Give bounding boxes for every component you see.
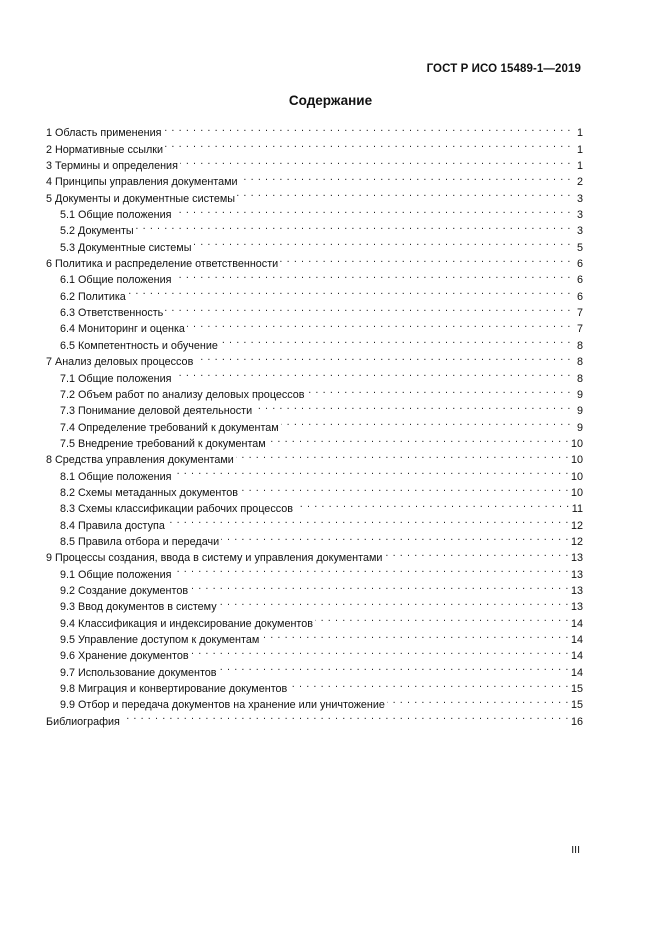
toc-entry-page: 6 [576,274,583,287]
toc-entry-label: Библиография [46,715,120,728]
toc-entry-label: 7.5 Внедрение требований к документам [60,437,266,450]
toc-leader-dots [136,218,571,234]
toc-entry-label: 8.2 Схемы метаданных документов [60,486,238,499]
toc-leader-dots [164,120,572,136]
toc-entry-label: 9 Процессы создания, ввода в систему и управления документами [46,552,383,565]
toc-entry-label: 8.4 Правила доступа [60,519,165,532]
toc-entry-label: 9.2 Создание документов [60,584,189,597]
toc-leader-dots [187,316,571,332]
toc-entry-label: 9.1 Общие положения [60,568,172,581]
toc-entry-label: 8.5 Правила отбора и передачи [60,535,220,548]
toc-leader-dots [174,202,572,218]
toc-entry-label: 6.5 Компетентность и обучение [60,339,218,352]
toc-entry-page: 9 [576,388,583,401]
toc-entry-page: 1 [576,143,583,156]
toc-leader-dots [295,496,570,512]
toc-entry-page: 11 [571,503,583,516]
toc-entry-label: 7.3 Понимание деловой деятельности [60,405,253,418]
toc-leader-dots [219,594,569,610]
toc-leader-dots [190,578,569,594]
toc-entry-page: 8 [576,372,583,385]
toc-leader-dots [387,692,569,708]
toc-entry-label: 3 Термины и определения [46,160,178,173]
toc-entry-page: 1 [576,160,583,173]
toc-entry-page: 15 [570,699,583,712]
toc-entry-page: 9 [576,405,583,418]
toc-leader-dots [180,153,571,169]
toc-leader-dots [165,136,571,152]
toc-leader-dots [167,512,569,528]
toc-entry-label: 7 Анализ деловых процессов [46,356,194,369]
toc-entry-page: 3 [576,192,583,205]
toc-entry-label: 9.7 Использование документов [60,666,217,679]
toc-entry-label: 7.1 Общие положения [60,372,172,385]
toc-leader-dots [221,529,569,545]
toc-leader-dots [280,251,571,267]
toc-leader-dots [174,267,572,283]
toc-entry-label: 8.1 Общие положения [60,470,172,483]
toc-leader-dots [236,447,569,463]
toc-entry-page: 14 [570,666,583,679]
toc-entry-page: 14 [570,617,583,630]
toc-leader-dots [128,283,571,299]
toc-entry-page: 3 [576,225,583,238]
toc-entry-page: 12 [570,535,583,548]
toc-entry-page: 2 [576,176,583,189]
toc-entry-page: 6 [576,290,583,303]
toc-entry-page: 14 [570,650,583,663]
toc-entry-page: 15 [570,683,583,696]
toc-entry-page: 16 [570,715,583,728]
toc-leader-dots [174,365,572,381]
toc-entry-label: 5.3 Документные системы [60,241,192,254]
toc-entry-label: 6.3 Ответственность [60,307,164,320]
toc-entry-page: 1 [576,127,583,140]
document-code: ГОСТ Р ИСО 15489-1—2019 [426,63,581,75]
toc-entry-page: 13 [570,584,583,597]
toc-entry-label: 8 Средства управления документами [46,454,234,467]
toc-leader-dots [307,382,571,398]
toc-entry-label: 9.5 Управление доступом к документам [60,634,260,646]
toc-entry-label: 9.4 Классификация и индексирование документов [60,617,313,630]
toc-entry-page: 3 [576,209,583,222]
toc-entry-page: 12 [570,519,583,532]
toc-entry-page: 6 [576,258,583,271]
toc-entry-page: 8 [576,356,583,369]
toc-leader-dots [384,545,569,561]
toc-entry-page: 9 [576,421,583,434]
toc-leader-dots [315,610,569,626]
toc-entry-page: 13 [570,601,583,614]
toc-leader-dots [254,398,571,414]
toc-entry-page: 13 [570,552,583,565]
toc-entry-page: 14 [570,634,583,646]
toc-entry-page: 13 [570,568,583,581]
toc-entry-label: 6.1 Общие положения [60,274,172,287]
toc-leader-dots [174,561,569,577]
toc-entry-page: 7 [576,307,583,320]
toc-leader-dots [174,463,569,479]
toc-entry-label: 1 Область применения [46,127,162,140]
toc-entry-label: 6 Политика и распределение ответственности [46,258,279,271]
page-number: III [571,844,580,856]
toc-entry[interactable] [46,120,583,140]
toc-entry-label: 5 Документы и документные системы [46,192,236,205]
toc-entry-label: 4 Принципы управления документами [46,176,238,189]
toc-leader-dots [240,169,571,185]
table-of-contents [46,120,583,728]
toc-entry-page: 10 [570,470,583,483]
toc-entry[interactable] [46,708,583,728]
page-title: Содержание [288,93,373,108]
toc-entry-page: 8 [576,339,583,352]
toc-entry[interactable] [46,300,583,320]
toc-entry-page: 10 [570,454,583,467]
toc-entry-label: 6.4 Мониторинг и оценка [60,323,185,336]
toc-leader-dots [195,349,571,365]
toc-leader-dots [289,676,569,692]
toc-entry-label: 7.4 Определение требований к документам [60,421,279,434]
toc-leader-dots [261,627,569,643]
toc-leader-dots [122,708,569,724]
toc-leader-dots [193,234,571,250]
toc-entry-page: 10 [570,486,583,499]
toc-entry-label: 9.9 Отбор и передача документов на хранение или уничтожение [60,699,385,712]
toc-entry-label: 8.3 Схемы классификации рабочих процессов [60,503,293,516]
toc-entry-label: 9.3 Ввод документов в систему [60,601,217,614]
toc-leader-dots [165,300,571,316]
toc-leader-dots [191,643,569,659]
toc-leader-dots [268,431,569,447]
toc-entry-page: 7 [576,323,583,336]
toc-entry-label: 7.2 Объем работ по анализу деловых процессов [60,388,305,401]
toc-leader-dots [237,185,571,201]
toc-leader-dots [281,414,571,430]
toc-entry-label: 2 Нормативные ссылки [46,143,164,156]
toc-entry-page: 5 [576,241,583,254]
toc-entry-label: 6.2 Политика [60,290,126,303]
toc-entry-label: 5.2 Документы [60,225,134,238]
toc-entry-label: 5.1 Общие положения [60,209,172,222]
toc-leader-dots [240,480,569,496]
toc-leader-dots [219,659,569,675]
toc-entry-label: 9.6 Хранение документов [60,650,189,663]
toc-entry-label: 9.8 Миграция и конвертирование документов [60,683,288,696]
toc-leader-dots [220,332,571,348]
toc-entry-page: 10 [570,437,583,450]
